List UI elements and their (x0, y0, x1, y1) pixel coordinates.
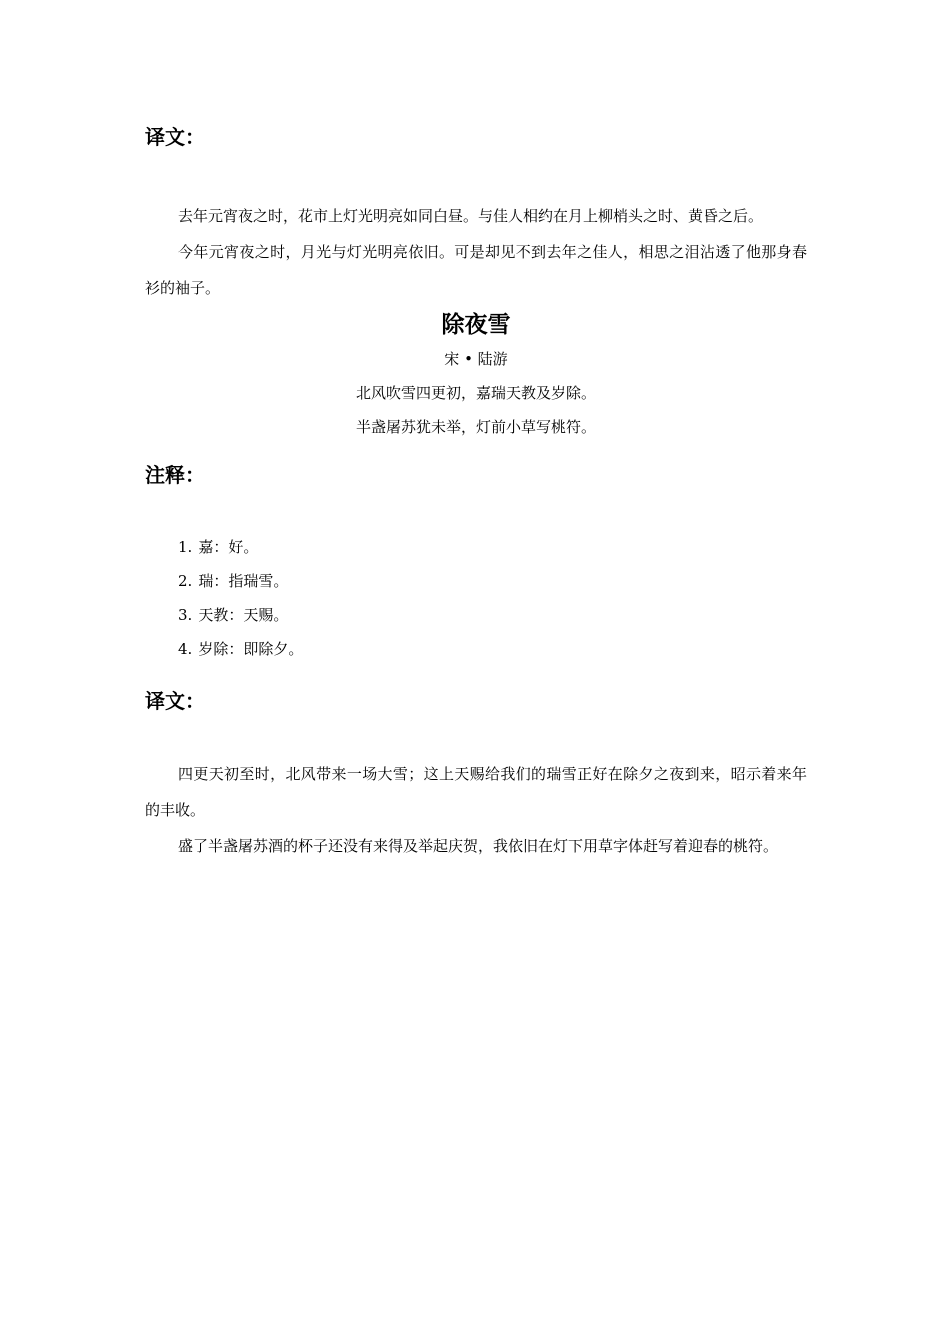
note-text: 岁除：即除夕。 (198, 640, 304, 658)
translation-paragraph: 盛了半盏屠苏酒的杯子还没有来得及举起庆贺，我依旧在灯下用草字体赶写着迎春的桃符。 (178, 837, 779, 855)
note-text: 天教：天赐。 (198, 606, 289, 624)
note-text: 瑞：指瑞雪。 (198, 572, 289, 590)
note-number: 1. (178, 538, 193, 556)
poem-title: 除夜雪 (441, 312, 511, 338)
note-text: 嘉：好。 (198, 538, 259, 556)
translation-paragraph: 去年元宵夜之时，花市上灯光明亮如同白昼。与佳人相约在月上柳梢头之时、黄昏之后。 (178, 207, 764, 225)
note-number: 3. (178, 606, 193, 624)
note-number: 2. (178, 572, 193, 590)
list-item (178, 598, 807, 632)
document-content (145, 122, 807, 864)
translation-heading-1: 译文： (145, 125, 205, 149)
translation-paragraph: 四更天初至时，北风带来一场大雪；这上天赐给我们的瑞雪正好在除夕之夜到来，昭示着来年的丰收。 (145, 765, 807, 819)
notes-heading: 注释： (145, 463, 205, 487)
translation-heading-2: 译文： (145, 689, 205, 713)
poem-line: 半盏屠苏犹未举，灯前小草写桃符。 (355, 418, 596, 436)
list-item (178, 564, 807, 598)
poem-author: 宋 • 陆游 (444, 350, 508, 368)
notes-list (145, 530, 807, 666)
poem-line: 北风吹雪四更初，嘉瑞天教及岁除。 (355, 384, 596, 402)
translation-paragraph: 今年元宵夜之时，月光与灯光明亮依旧。可是却见不到去年之佳人，相思之泪沾透了他那身春衫的袖子。 (145, 243, 807, 297)
list-item (178, 530, 807, 564)
note-number: 4. (178, 640, 193, 658)
list-item (178, 632, 807, 666)
